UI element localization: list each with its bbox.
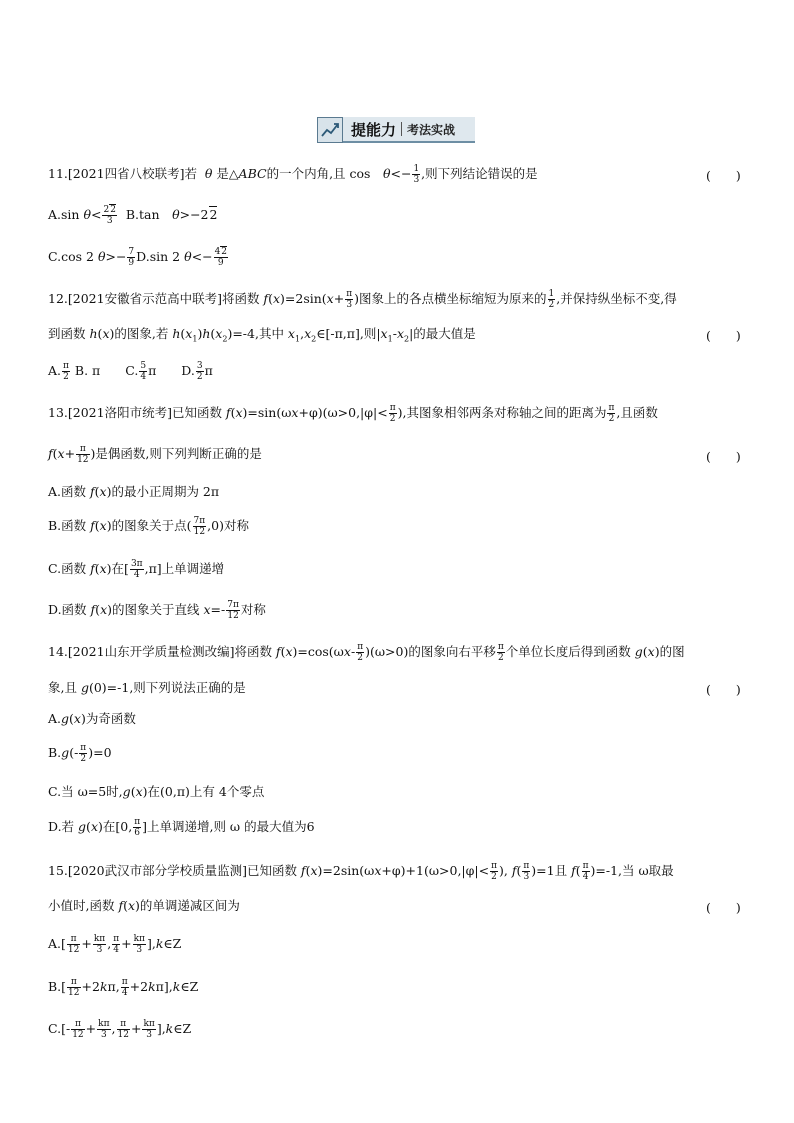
q15-stem-line1: 15.[2020武汉市部分学校质量监测]已知函数 f(x)=2sin(ωx+φ)+1(ω>0,|φ|< $\frac{\pi}{2}$ ), f( $\frac{\pi}{3}$ )=1且 f( $\frac{\pi}{4}$ )=-1,当 ω取最 bbox=[48, 861, 674, 882]
q15-option-a: A.[ $\frac{\pi}{12}$ + $\frac{k\pi}{3}$ , $\frac{\pi}{4}$ + $\frac{k\pi}{3}$ ],k∈Z bbox=[48, 934, 182, 955]
q14-stem-line2: 象,且 g(0)=-1,则下列说法正确的是 bbox=[48, 680, 246, 695]
q12-options: A. $\frac{\pi}{2}$ B. π C. $\frac{5}{4}$ π D. $\frac{3}{2}$ π bbox=[48, 361, 213, 382]
q15-option-c: C.[- $\frac{\pi}{12}$ + $\frac{k\pi}{3}$ , $\frac{\pi}{12}$ + $\frac{k\pi}{3}$ ],k∈Z bbox=[48, 1019, 192, 1040]
q11-theta: θ bbox=[200, 166, 217, 181]
q15-stem-line2: 小值时,函数 f(x)的单调递减区间为 bbox=[48, 898, 240, 913]
q14-answer-paren: ( ) bbox=[706, 682, 741, 697]
q15-answer-paren: ( ) bbox=[706, 900, 741, 915]
q11-options-ab: A.sin θ< $\frac{22}{3}$ B.tan θ>−22 bbox=[48, 205, 218, 226]
q12-stem-line2: 到函数 h(x)的图象,若 $h(x_1)h(x_2)=-4$,其中 $x_1,x_2\in[-\pi,\pi]$,则$|x_1-x_2|$的最大值是 bbox=[48, 326, 476, 344]
q11-answer-paren: ( ) bbox=[706, 168, 741, 183]
q14-option-a: A.g(x)为奇函数 bbox=[48, 711, 136, 726]
q11-frac: $\frac{1}{3}$ bbox=[413, 164, 420, 185]
banner-title-box bbox=[343, 117, 475, 143]
q13-option-c: C.函数 f(x)在[ $\frac{3\pi}{4}$ ,π]上单调递增 bbox=[48, 559, 225, 580]
q15-option-b: B.[ $\frac{\pi}{12}$ +2kπ, $\frac{\pi}{4}$ +2kπ],k∈Z bbox=[48, 977, 199, 998]
banner-main-title: 提能力 bbox=[351, 120, 397, 139]
q11-options-cd: C.cos 2 θ>− $\frac{7}{9}$ D.sin 2 θ<− $\frac{42}{9}$ bbox=[48, 247, 228, 268]
q14-stem-line1: 14.[2021山东开学质量检测改编]将函数 f(x)=cos(ωx- $\frac{\pi}{2}$ )(ω>0)的图象向右平移 $\frac{\pi}{2}$ 个单位长度后得到函数 g(x)的图 bbox=[48, 642, 685, 663]
q13-option-b: B.函数 f(x)的图象关于点( $\frac{7\pi}{12}$ ,0)对称 bbox=[48, 516, 249, 537]
q13-option-d: D.函数 f(x)的图象关于直线 x=- $\frac{7\pi}{12}$ 对称 bbox=[48, 600, 266, 621]
q14-option-d: D.若 g(x)在[0, $\frac{\pi}{6}$ ]上单调递增,则 ω 的最大值为6 bbox=[48, 817, 315, 838]
q13-stem-line2: f(x+ $\frac{\pi}{12}$ )是偶函数,则下列判断正确的是 bbox=[48, 444, 262, 465]
q14-option-c: C.当 ω=5时,g(x)在(0,π)上有 4个零点 bbox=[48, 784, 265, 799]
q12-answer-paren: ( ) bbox=[706, 328, 741, 343]
q13-stem-line1: 13.[2021洛阳市统考]已知函数 f(x)=sin(ωx+φ)(ω>0,|φ|< $\frac{\pi}{2}$ ),其图象相邻两条对称轴之间的距离为 $\frac{\pi}{2}$ ,且函数 bbox=[48, 403, 658, 424]
q11-source: 11.[2021四省八校联考]若 bbox=[48, 166, 197, 181]
q14-option-b: B.g(- $\frac{\pi}{2}$ )=0 bbox=[48, 743, 112, 764]
banner-subtitle: 考法实战 bbox=[407, 122, 456, 137]
chart-growth-icon bbox=[317, 117, 343, 143]
q12-stem-line1: 12.[2021安徽省示范高中联考]将函数 f(x)=2sin(x+ $\frac{\pi}{3}$ )图象上的各点横坐标缩短为原来的 $\frac{1}{2}$ ,并保持纵坐标不变,得 bbox=[48, 289, 677, 310]
banner-separator bbox=[401, 122, 402, 136]
q13-option-a: A.函数 f(x)的最小正周期为 2π bbox=[48, 484, 220, 499]
section-banner bbox=[317, 117, 475, 143]
q13-answer-paren: ( ) bbox=[706, 449, 741, 464]
q11-stem: 11.[2021四省八校联考]若 θ 是△ABC的一个内角,且 cos θ<− $\frac{1}{3}$ ,则下列结论错误的是 bbox=[48, 164, 538, 185]
